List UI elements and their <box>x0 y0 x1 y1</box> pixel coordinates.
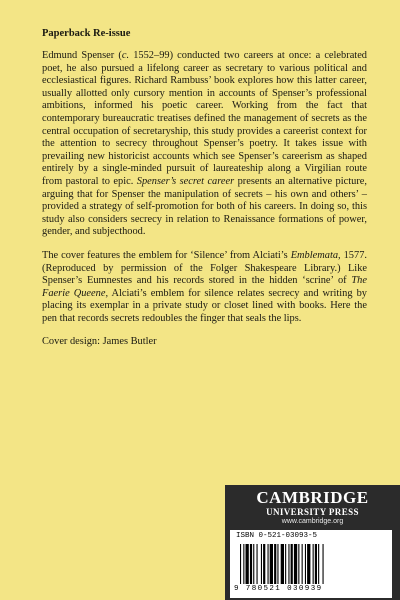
publisher-url: www.cambridge.org <box>281 518 344 525</box>
cover-note-paragraph <box>42 250 367 326</box>
book-title: Spenser’s secret career <box>136 175 235 187</box>
barcode-digits: 9 780521 030939 <box>234 585 323 593</box>
isbn-label: ISBN 0-521-03093-5 <box>236 532 318 540</box>
circa-abbrev: c. <box>121 50 130 61</box>
barcode-panel <box>230 530 392 598</box>
faerie-queene-title: The Faerie Queene, <box>42 275 367 299</box>
reissue-heading: Paperback Re-issue <box>42 28 131 39</box>
publisher-name: CAMBRIDGE <box>256 488 369 507</box>
cover-note-text-2: 1577. (Reproduced by permission of the Folger Shakespeare Library.) Like Spenser’s Eumnestes and his records stored in the hidden ‘scrine’ of <box>42 249 367 287</box>
cover-note-text-1: The cover features the emblem for ‘Silence’ from Alciati’s <box>42 249 291 261</box>
description-text-1: Edmund Spenser ( <box>42 50 122 61</box>
cover-note-text-3: Alciati’s emblem for silence relates secrecy and writing by placing its exemplar in a private study or closet lined with books. Here the pen that records secrets redoubles the finger that seals the lips. <box>42 287 367 324</box>
publisher-press: UNIVERSITY PRESS <box>266 507 359 517</box>
description-text-3: presents an alternative picture, arguing that for Spenser the manipulation of secrets – his own and others’ – provided a strategy of self-promotion for both of his careers. In doing so, this study also considers secrecy in relation to Renaissance formations of power, gender, and subjecthood. <box>42 175 367 238</box>
emblemata-title: Emblemata, <box>290 249 341 261</box>
barcode-icon <box>240 544 388 584</box>
back-cover-text <box>42 28 367 347</box>
cover-design-credit: Cover design: James Butler <box>42 336 157 348</box>
description-paragraph <box>42 50 367 239</box>
description-text-2: 1552–99) conducted two careers at once: a celebrated poet, he also pursued a lifelong career as secretary to various political and ecclesiastical figures. Richard Rambuss’ book explores how this latter career, usually allotted only cursory mention in accounts of Spenser’s professional ambitions, informed his poetic career. Working from the fact that contemporary bureaucratic treatises defined the management of secrets as the central occupation of secretaryship, this study provides a careerist context for the attention to secrecy throughout Spenser’s poetry. It takes issue with prevailing new historicist accounts which see Spenser’s careerism as shaped entirely by a single-minded pursuit of laureateship along a Virgilian route from pastoral to epic. <box>42 50 368 187</box>
